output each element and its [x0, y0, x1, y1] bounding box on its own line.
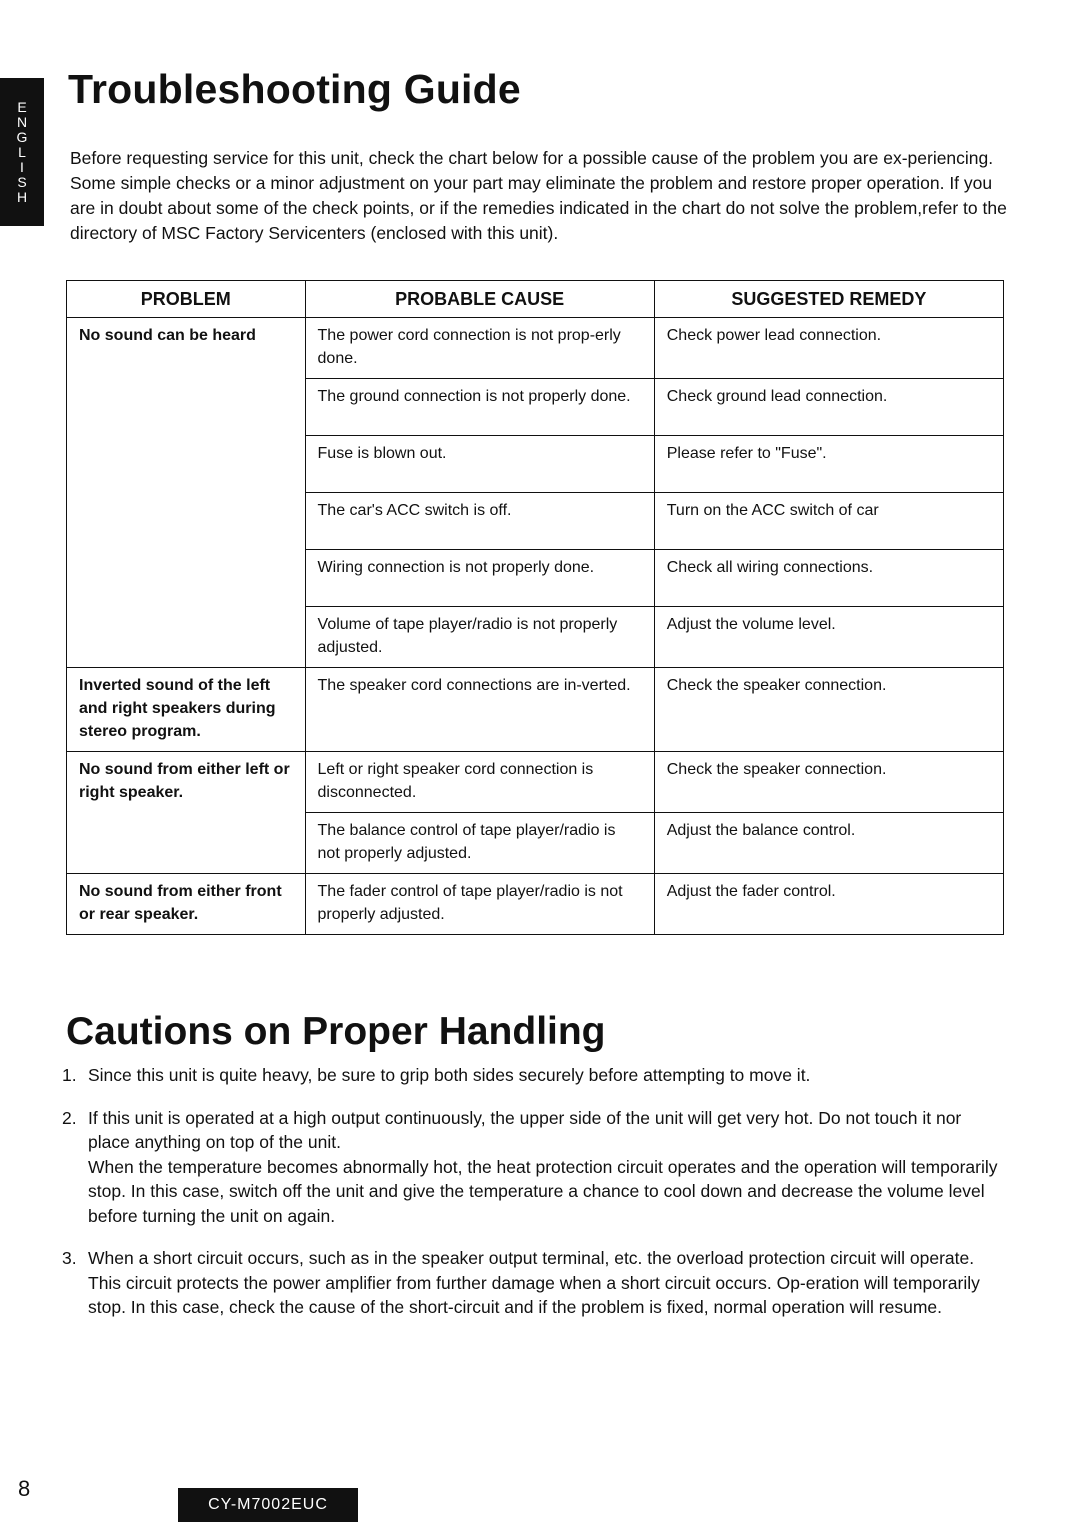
header-suggested-remedy: SUGGESTED REMEDY — [654, 281, 1003, 318]
table-header-row — [67, 281, 1004, 318]
troubleshooting-table — [66, 280, 1004, 935]
cause-cell: The balance control of tape player/radio is not properly adjusted. — [305, 813, 654, 874]
problem-cell: Inverted sound of the left and right speakers during stereo program. — [67, 668, 306, 752]
language-tab-letter: E — [17, 98, 27, 115]
problem-cell: No sound from either front or rear speaker. — [67, 874, 306, 935]
table-row — [67, 436, 1004, 493]
remedy-cell: Turn on the ACC switch of car — [654, 493, 1003, 550]
cause-cell: The speaker cord connections are in-verted. — [305, 668, 654, 752]
table-row — [67, 318, 1004, 379]
cause-cell: Fuse is blown out. — [305, 436, 654, 493]
page-number: 8 — [18, 1476, 31, 1501]
problem-cell: No sound can be heard — [67, 318, 306, 379]
list-item — [62, 1106, 1002, 1229]
remedy-cell: Please refer to "Fuse". — [654, 436, 1003, 493]
remedy-cell: Check the speaker connection. — [654, 752, 1003, 813]
language-tab-letter: L — [18, 143, 26, 160]
header-probable-cause: PROBABLE CAUSE — [305, 281, 654, 318]
language-tab-letter: H — [16, 188, 28, 205]
table-row — [67, 550, 1004, 607]
remedy-cell: Check all wiring connections. — [654, 550, 1003, 607]
table-row — [67, 379, 1004, 436]
cause-cell: Left or right speaker cord connection is disconnected. — [305, 752, 654, 813]
remedy-cell: Check power lead connection. — [654, 318, 1003, 379]
problem-cell — [67, 379, 306, 436]
remedy-cell: Adjust the balance control. — [654, 813, 1003, 874]
remedy-cell: Adjust the fader control. — [654, 874, 1003, 935]
problem-cell — [67, 550, 306, 607]
cause-cell: Volume of tape player/radio is not properly adjusted. — [305, 607, 654, 668]
item-text: When the temperature becomes abnormally hot, the heat protection circuit operates and the operation will temporarily stop. In this case, switch off the unit and give the temperature a chance to cool down and decrease the volume level before turning the unit on again. — [88, 1156, 998, 1226]
cause-cell: The fader control of tape player/radio is not properly adjusted. — [305, 874, 654, 935]
cause-cell: The car's ACC switch is off. — [305, 493, 654, 550]
table-row — [67, 813, 1004, 874]
cause-cell: The power cord connection is not prop-erly done. — [305, 318, 654, 379]
problem-cell — [67, 813, 306, 874]
cause-cell: Wiring connection is not properly done. — [305, 550, 654, 607]
problem-cell — [67, 607, 306, 668]
list-item — [62, 1063, 1002, 1088]
table-row — [67, 493, 1004, 550]
table-row — [67, 668, 1004, 752]
page-title: Troubleshooting Guide — [68, 66, 521, 112]
cautions-list — [62, 1063, 1002, 1338]
remedy-cell: Adjust the volume level. — [654, 607, 1003, 668]
remedy-cell: Check the speaker connection. — [654, 668, 1003, 752]
item-number: 3. — [62, 1248, 77, 1268]
intro-paragraph: Before requesting service for this unit, check the chart below for a possible cause of the problem you are ex-periencing. Some simple checks or a minor adjustment on your part may eliminate the problem and restore proper operation. If you are in doubt about some of the check points, or if the remedies indicated in the chart do not solve the problem,refer to the directory of MSC Factory Servicenters (enclosed with this unit). — [70, 148, 1007, 243]
header-problem: PROBLEM — [67, 281, 306, 318]
language-tab-letter: N — [16, 113, 28, 130]
language-tab-letter: G — [16, 128, 28, 145]
language-tab — [0, 78, 44, 226]
item-text: When a short circuit occurs, such as in the speaker output terminal, etc. the overload protection circuit will operate. This circuit protects the power amplifier from further damage when a short circuit occurs. Op-eration will temporarily stop. In this case, check the cause of the short-circuit and if the problem is fixed, normal operation will resume. — [88, 1248, 980, 1317]
table-row — [67, 607, 1004, 668]
table-row — [67, 752, 1004, 813]
item-number: 2. — [62, 1107, 77, 1128]
item-number: 1. — [62, 1065, 77, 1085]
cause-cell: The ground connection is not properly done. — [305, 379, 654, 436]
list-item — [62, 1246, 1002, 1320]
model-badge: CY-M7002EUC — [178, 1488, 358, 1522]
language-tab-letter: S — [17, 173, 27, 190]
problem-cell — [67, 436, 306, 493]
item-text: If this unit is operated at a high output continuously, the upper side of the unit will get very hot. Do not touch it nor place anything on top of the unit. — [88, 1107, 962, 1152]
problem-cell: No sound from either left or right speaker. — [67, 752, 306, 813]
item-text: Since this unit is quite heavy, be sure to grip both sides securely before attempting to move it. — [88, 1065, 811, 1085]
problem-cell — [67, 493, 306, 550]
language-tab-letter: I — [20, 158, 24, 175]
cautions-title: Cautions on Proper Handling — [66, 1010, 606, 1053]
remedy-cell: Check ground lead connection. — [654, 379, 1003, 436]
table-row — [67, 874, 1004, 935]
